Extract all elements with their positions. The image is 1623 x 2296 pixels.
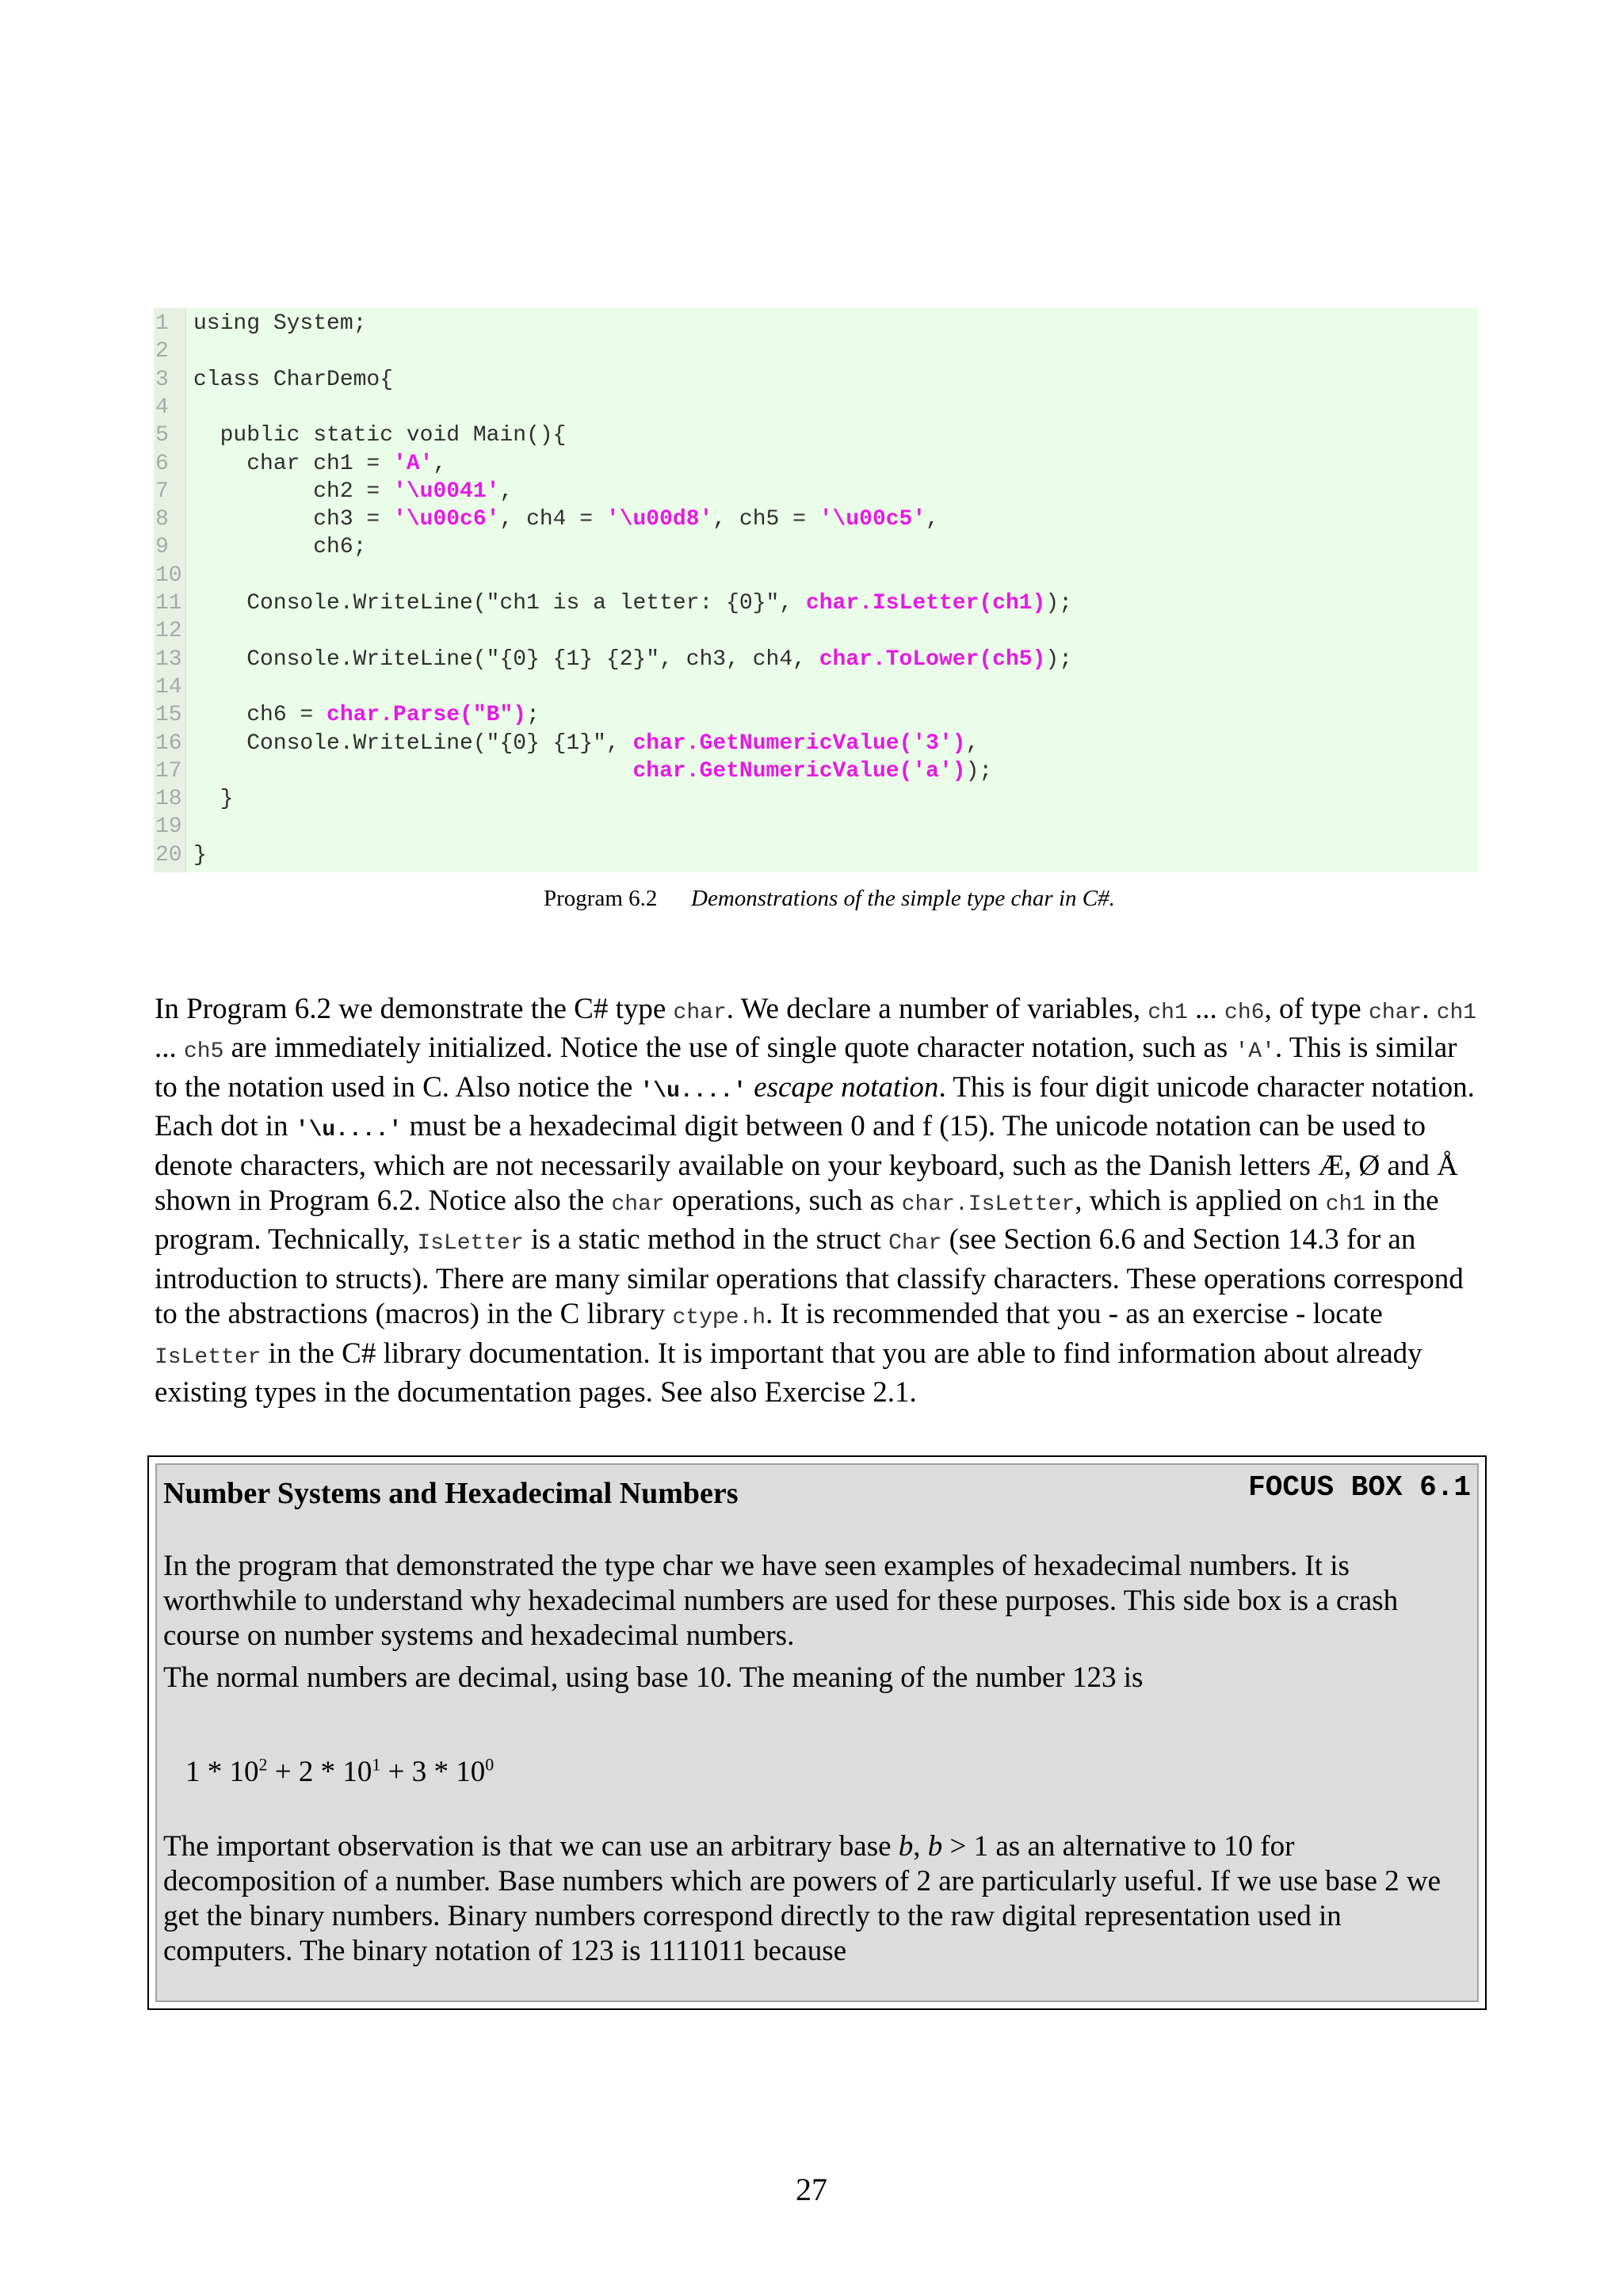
code-text [193,505,939,533]
body-text: ... [155,1032,184,1065]
code-text [193,366,393,394]
body-text: ... [1187,993,1225,1025]
code-token: ); [1045,646,1072,672]
line-number: 16 [155,730,182,756]
line-number: 2 [155,339,169,364]
highlighted-code: '\u00c6' [393,507,500,532]
highlighted-code: char.Parse("B") [327,703,527,728]
body-text: , which is applied on [1075,1184,1326,1218]
highlighted-code: '\u00d8' [605,507,713,532]
code-text [193,646,1072,673]
highlighted-code: '\u00c5' [819,507,926,532]
code-token: , [433,451,447,476]
code-token: ); [1045,591,1072,616]
highlighted-code: '\u0041' [393,479,500,504]
line-number: 19 [155,814,182,840]
focus-box-label: FOCUS BOX 6.1 [1248,1471,1471,1504]
code-token: } [193,787,234,812]
inline-code: IsLetter [155,1344,262,1370]
code-token [193,759,633,784]
inline-code: ch5 [184,1039,224,1065]
body-text: operations, such as [664,1184,902,1218]
code-token: Console.WriteLine("{0} {1} {2}", ch3, ch4, [193,646,819,672]
body-text: . We declare a number of variables, [726,993,1148,1025]
caption-number: Program 6.2 [544,886,658,911]
focus-box-title: Number Systems and Hexadecimal Numbers [163,1477,739,1510]
body-text: . This is four digit unicode character notation. Each dot in [155,1070,1475,1143]
body-text: , of type [1264,993,1369,1025]
inline-code-bold: '\u....' [640,1078,747,1104]
body-text: are immediately initialized. Notice the use of single quote character notation, such as [223,1032,1235,1065]
code-token: , ch4 = [499,507,606,532]
line-number: 4 [155,395,169,420]
code-text [193,785,233,813]
highlighted-code: char.GetNumericValue('3') [632,730,966,756]
focus-box [147,1455,1487,2010]
code-token: ch6; [193,535,367,560]
highlighted-code: 'A' [393,451,433,476]
code-text [193,841,207,869]
page-number: 27 [796,2172,827,2207]
code-text [193,757,992,785]
line-number: 9 [155,535,169,560]
body-text: . [1422,993,1437,1025]
inline-code: ch1 [1148,1001,1188,1025]
code-text [193,701,540,729]
code-token: class CharDemo{ [193,367,394,392]
program-caption [544,885,1130,912]
code-token: ch2 = [193,479,394,504]
inline-code-bold: '\u....' [295,1118,403,1143]
decimal-formula: $1 * 10^2 + 2 * 10^1 + 3 * 10^0$ [185,1754,495,1788]
inline-code: IsLetter [417,1231,524,1257]
line-number: 12 [155,619,182,644]
inline-code: Char [888,1231,942,1257]
code-token: , [926,507,939,532]
body-text: . It is recommended that you - as an exercise - locate [766,1298,1383,1331]
code-token: } [193,842,207,868]
highlighted-code: char.IsLetter(ch1) [805,591,1046,616]
code-token: , [965,730,980,756]
line-number: 6 [155,451,169,476]
focus-box-panel [155,1463,1479,2002]
code-token: Console.WriteLine("ch1 is a letter: {0}", [193,591,806,616]
focus-paragraph-decimal: The normal numbers are decimal, using base 10. The meaning of the number 123 is [163,1661,1144,1694]
focus-paragraph-base: The important observation is that we can use an arbitrary base b, b > 1 as an alternative to 10 for decomposition of a number. Base numbers which are powers of 2 are particularly useful. If we use base 2 we get the binary numbers. Binary numbers correspond directly to the raw digital representation used in computers. The binary notation of 123 is 1111011 because [163,1830,1442,1967]
caption-text: Demonstrations of the simple type char in C#. [691,886,1115,911]
code-token: ; [526,703,540,728]
code-token: ch6 = [193,703,327,728]
code-token: Console.WriteLine("{0} {1}", [193,730,633,756]
highlighted-code: char.ToLower(ch5) [819,646,1046,672]
code-text [193,533,366,561]
body-text: . This is similar to the notation used in C. Also notice the [155,1032,1457,1104]
body-text: must be a hexadecimal digit between 0 and f (15). The unicode notation can be used to denote characters, which are not necessarily available on your keyboard, such as the Danish letters Æ, Ø and Å shown in Program 6.2. Notice also the [155,1110,1458,1218]
code-token: , ch5 = [712,507,819,532]
body-text: in the C# library documentation. It is important that you are able to find information about already existing types in the documentation pages. See also Exercise 2.1. [155,1337,1423,1409]
inline-code: ch1 [1436,1001,1477,1025]
line-number: 7 [155,479,169,504]
inline-code: char.IsLetter [901,1192,1075,1218]
line-number: 13 [155,646,182,672]
code-token: char ch1 = [193,451,394,476]
highlighted-code: char.GetNumericValue('a') [632,758,966,784]
body-text [747,1071,754,1104]
code-text [193,478,513,505]
inline-code: char [611,1192,665,1218]
code-text [193,310,366,338]
inline-code: ch6 [1224,1001,1265,1025]
body-text: In Program 6.2 we demonstrate the C# type [155,993,674,1025]
line-number: 5 [155,423,169,448]
line-number: 1 [155,311,169,336]
code-text [193,421,566,449]
body-text: in the program. Technically, [155,1184,1439,1257]
code-listing [154,308,1478,872]
body-text: (see Section 6.6 and Section 14.3 for an introduction to structs). There are many similar operations that classify characters. These operations correspond to the abstractions (macros) in the C library [155,1223,1464,1331]
emphasis-text: escape notation [754,1070,939,1104]
code-token: using System; [193,311,367,336]
code-text [193,450,446,478]
code-token: ch3 = [193,507,394,532]
focus-paragraph-intro: In the program that demonstrated the type char we have seen examples of hexadecimal numbers. It is worthwhile to understand why hexadecimal numbers are used for these purposes. This side box is a crash course on number systems and hexadecimal numbers. [163,1550,1399,1652]
line-number: 11 [155,591,182,616]
line-number: 8 [155,507,169,532]
line-number: 10 [155,563,182,588]
line-number: 20 [155,842,182,868]
body-text: is a static method in the struct [523,1223,889,1257]
code-token: ); [965,758,993,784]
line-number: 15 [155,703,182,728]
line-number: 14 [155,674,182,700]
inline-code: 'A' [1235,1039,1275,1065]
body-paragraph [155,992,1486,1410]
inline-code: char [1368,1001,1423,1025]
inline-code: char [673,1001,727,1025]
line-number: 3 [155,367,169,392]
line-number: 17 [155,758,182,784]
code-token: , [499,479,514,504]
line-number: 18 [155,787,182,812]
inline-code: ch1 [1325,1192,1366,1218]
code-token: public static void Main(){ [193,423,567,448]
code-text [193,730,979,757]
code-text [193,589,1072,617]
inline-code: ctype.h [672,1306,766,1331]
